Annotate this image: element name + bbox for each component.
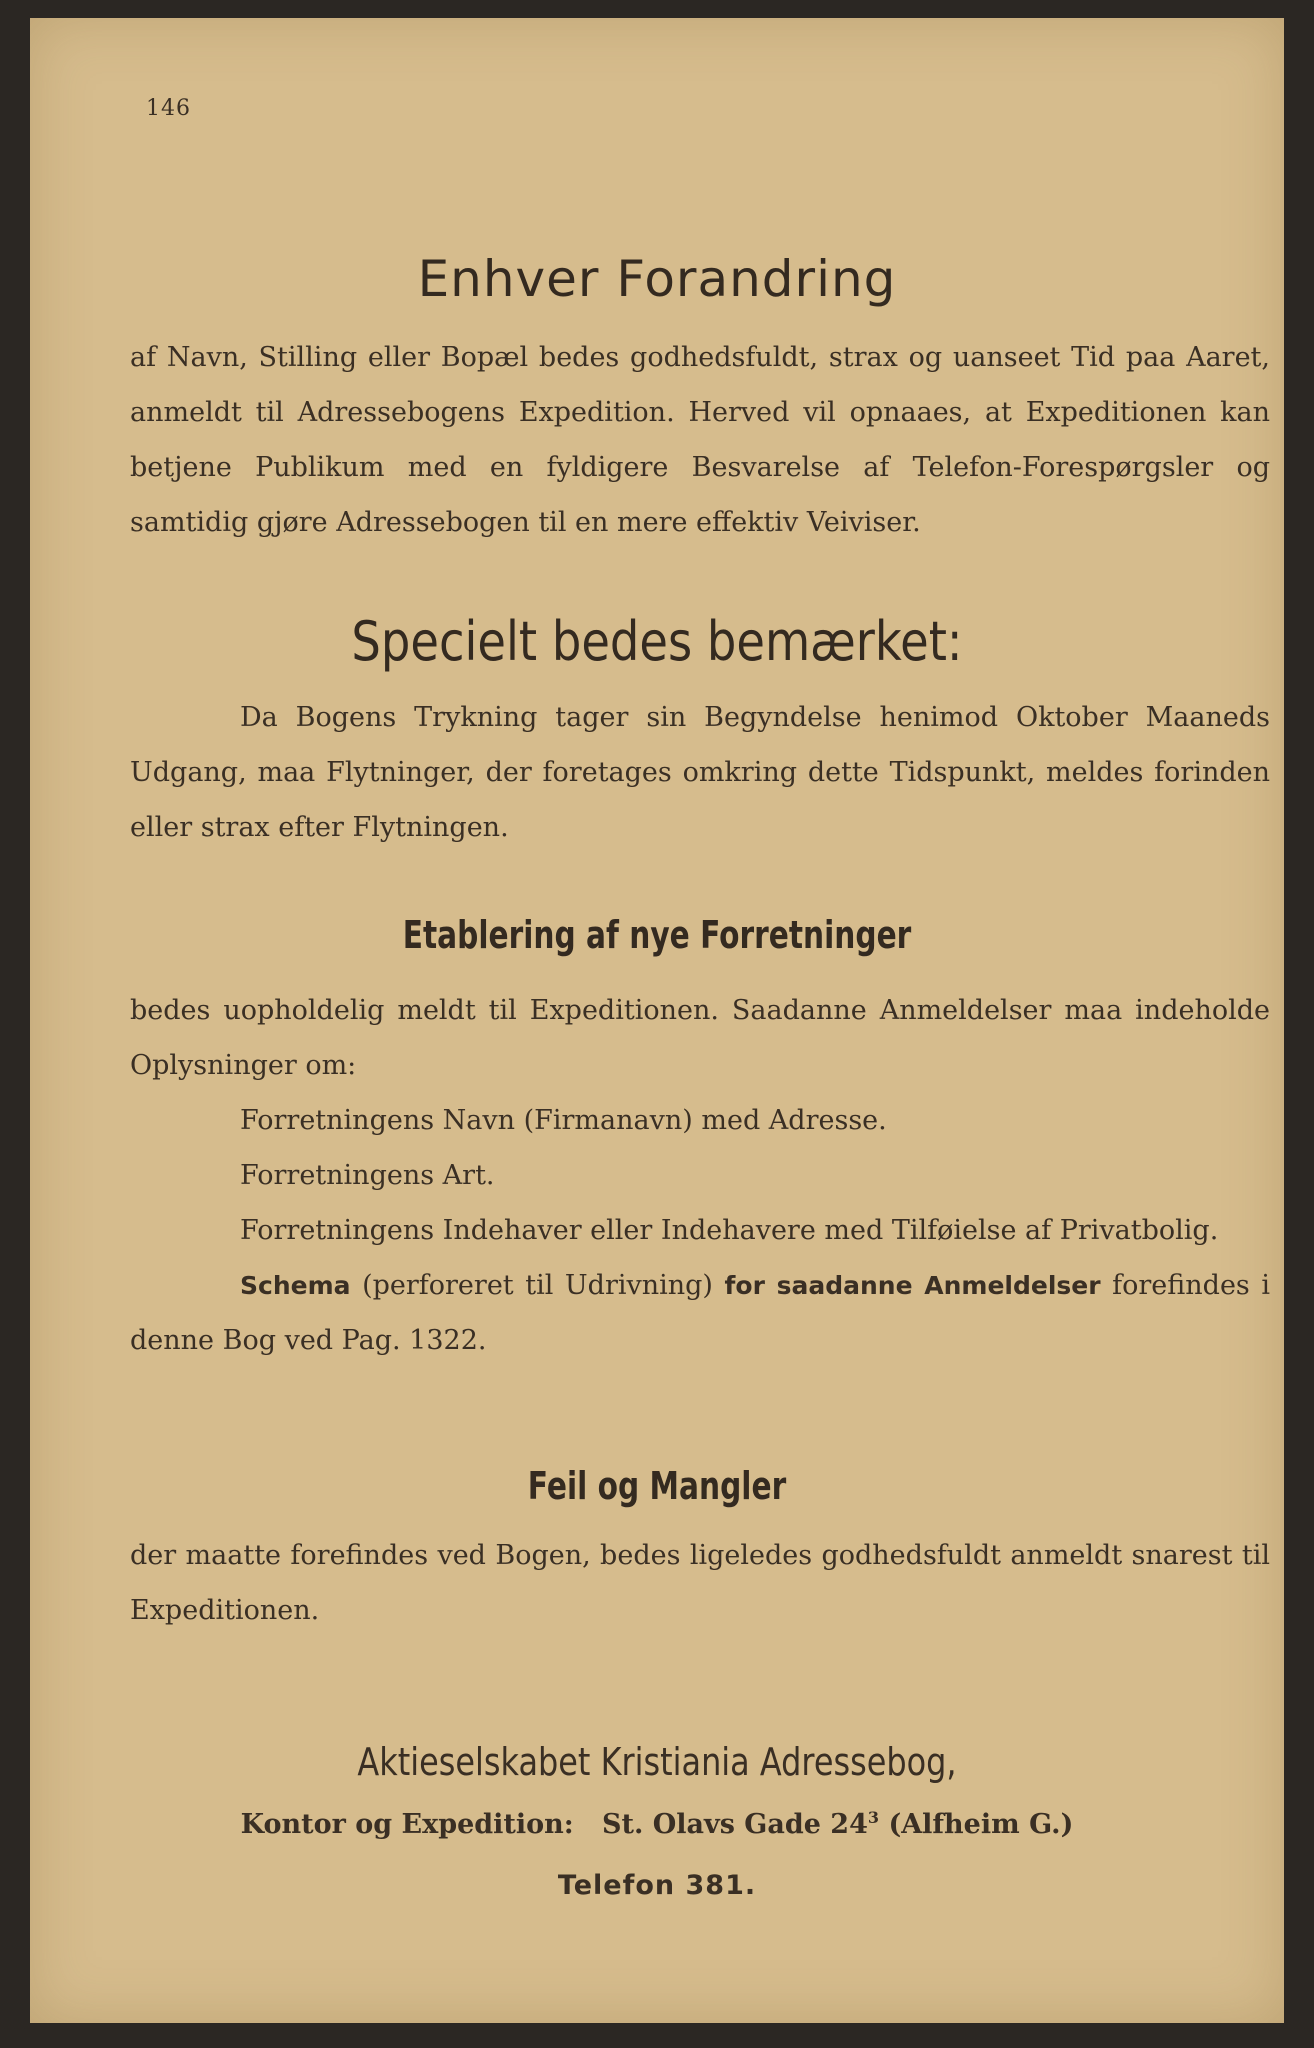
footer-office-prefix: Kontor og Expedition: bbox=[240, 1809, 574, 1840]
schema-end-text: forefindes i denne Bog ved Pag. 1322. bbox=[130, 1270, 1270, 1356]
paragraph-feil: der maatte forefindes ved Bogen, bedes ligeledes godhedsfuldt anmeldt snarest til Expeditionen. bbox=[130, 1540, 1270, 1626]
paragraph-trykning: Da Bogens Trykning tager sin Begyndelse henimod Oktober Maaneds Udgang, maa Flytninger, der foretages omkring dette Tidspunkt, meldes forinden eller strax efter Flytningen. bbox=[130, 702, 1270, 843]
footer-company: Aktieselskabet Kristiania Adressebog, bbox=[357, 1740, 957, 1784]
footer-office-sup: 3 bbox=[867, 1808, 880, 1827]
footer-office bbox=[30, 1808, 1284, 1840]
list-item-indehaver: Forretningens Indehaver eller Indehavere med Tilføielse af Privatbolig. bbox=[240, 1215, 1219, 1246]
heading-enhver-forandring: Enhver Forandring bbox=[417, 250, 897, 308]
footer-office-suffix: (Alfheim G.) bbox=[888, 1809, 1074, 1840]
list-item-art: Forretningens Art. bbox=[240, 1160, 495, 1191]
schema-bold-anmeldelser: for saadanne Anmeldelser bbox=[724, 1271, 1101, 1300]
paragraph-schema bbox=[130, 1258, 1270, 1368]
schema-mid-text: (perforeret til Udrivning) bbox=[350, 1270, 725, 1301]
heading-feil-og-mangler: Feil og Mangler bbox=[527, 1464, 787, 1508]
heading-specielt-bemaerket: Specielt bedes bemærket: bbox=[351, 610, 963, 673]
list-item-navn: Forretningens Navn (Firmanavn) med Adresse. bbox=[240, 1105, 887, 1136]
footer-phone: Telefon 381. bbox=[557, 1870, 757, 1901]
page-number: 146 bbox=[146, 96, 191, 121]
schema-bold-label: Schema bbox=[240, 1271, 351, 1300]
footer-office-address: St. Olavs Gade 24 bbox=[601, 1809, 868, 1840]
heading-etablering: Etablering af nye Forretninger bbox=[402, 913, 912, 957]
paragraph-etablering: bedes uopholdelig meldt til Expeditionen. Saadanne Anmeldelser maa indeholde Oplysninger om: bbox=[130, 995, 1270, 1081]
document-page bbox=[30, 18, 1284, 2023]
paragraph-forandring: af Navn, Stilling eller Bopæl bedes godhedsfuldt, strax og uanseet Tid paa Aaret, anmeldt til Adressebogens Expedition. Herved vil opnaaes, at Expeditionen kan betjene Publikum med en fyldigere Besvarelse af Telefon-Forespørgsler og samtidig gjøre Adressebogen til en mere effektiv Veiviser. bbox=[130, 342, 1270, 538]
